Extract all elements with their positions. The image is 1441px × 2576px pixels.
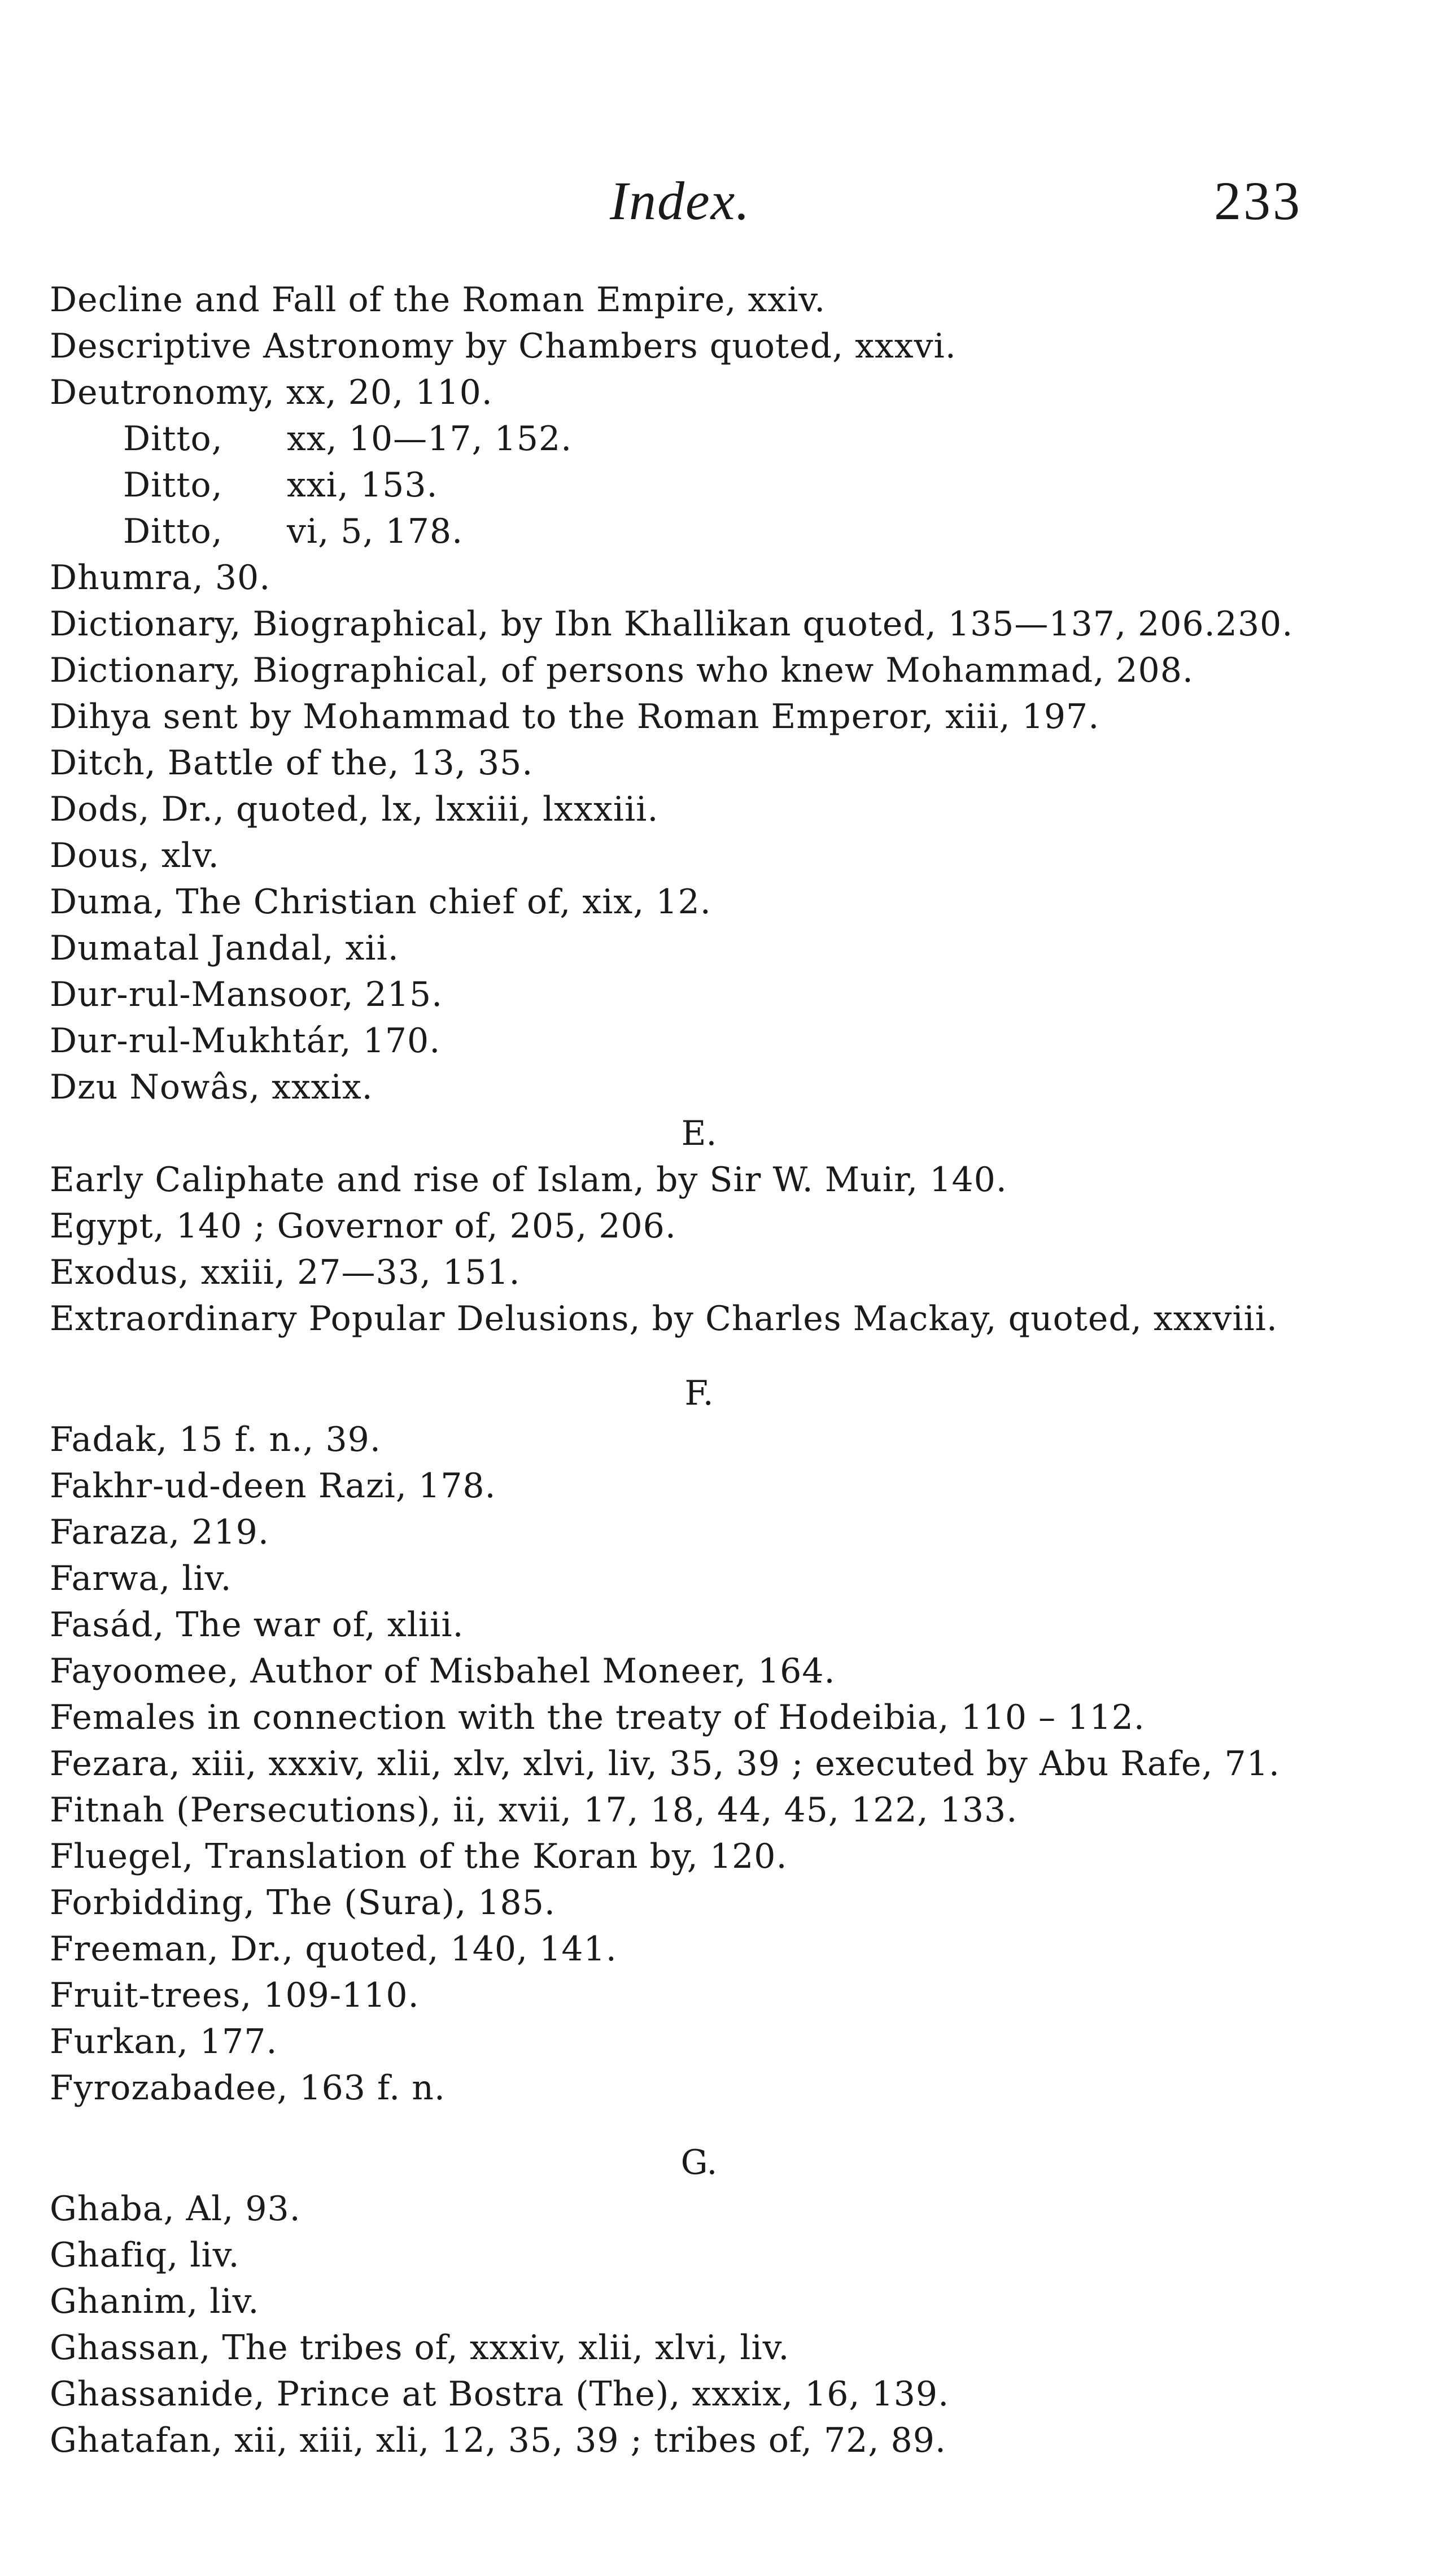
index-entry: Fezara, xiii, xxxiv, xlii, xlv, xlvi, liv, 35, 39 ; executed by Abu Rafe, 71. <box>50 1744 1280 1784</box>
index-entry: Dumatal Jandal, xii. <box>50 929 399 968</box>
index-entry: Ghatafan, xii, xiii, xli, 12, 35, 39 ; tribes of, 72, 89. <box>50 2421 946 2460</box>
index-entry: Farwa, liv. <box>50 1559 232 1598</box>
index-entry: Fasád, The war of, xliii. <box>50 1605 464 1645</box>
ditto-ref: xx, 10—17, 152. <box>287 419 573 459</box>
index-entry: Freeman, Dr., quoted, 140, 141. <box>50 1929 617 1969</box>
index-entry: Decline and Fall of the Roman Empire, xxiv. <box>50 280 826 320</box>
index-entry: Fayoomee, Author of Misbahel Moneer, 164. <box>50 1651 836 1691</box>
index-entry: Fitnah (Persecutions), ii, xvii, 17, 18, 44, 45, 122, 133. <box>50 1790 1018 1830</box>
section-letter-f: F. <box>684 1374 714 1413</box>
index-entry: Dods, Dr., quoted, lx, lxxiii, lxxxiii. <box>50 790 659 829</box>
index-entry: Females in connection with the treaty of Hodeibia, 110 – 112. <box>50 1698 1145 1737</box>
index-entry: Ghaba, Al, 93. <box>50 2189 301 2229</box>
page-header <box>0 169 1441 232</box>
index-entry: Dhumra, 30. <box>50 558 271 598</box>
index-entry: Ghassan, The tribes of, xxxiv, xlii, xlvi, liv. <box>50 2328 790 2368</box>
index-entry: Extraordinary Popular Delusions, by Charles Mackay, quoted, xxxviii. <box>50 1299 1278 1339</box>
index-entry: Dzu Nowâs, xxxix. <box>50 1067 373 1107</box>
ditto-label: Ditto, <box>123 512 223 551</box>
index-entry: Early Caliphate and rise of Islam, by Sir W. Muir, 140. <box>50 1160 1007 1200</box>
ditto-ref: vi, 5, 178. <box>287 512 464 551</box>
page-number: 233 <box>1214 171 1302 231</box>
index-entry: Fluegel, Translation of the Koran by, 120. <box>50 1837 788 1876</box>
index-entry: Dictionary, Biographical, of persons who knew Mohammad, 208. <box>50 651 1194 690</box>
section-letter-e: E. <box>681 1114 717 1153</box>
index-list <box>50 277 1405 2464</box>
index-entry: Exodus, xxiii, 27—33, 151. <box>50 1253 521 1292</box>
index-entry: Dur-rul-Mansoor, 215. <box>50 975 443 1014</box>
index-entry: Fyrozabadee, 163 f. n. <box>50 2068 446 2108</box>
index-entry: Ditch, Battle of the, 13, 35. <box>50 743 534 783</box>
index-entry: Deutronomy, xx, 20, 110. <box>50 373 493 412</box>
index-subentry <box>50 462 1405 508</box>
index-entry: Dur-rul-Mukhtár, 170. <box>50 1021 441 1061</box>
index-entry: Faraza, 219. <box>50 1513 269 1552</box>
index-entry: Dictionary, Biographical, by Ibn Khallikan quoted, 135—137, 206.230. <box>50 604 1294 644</box>
running-title: Index. <box>610 171 751 231</box>
index-entry: Fruit-trees, 109-110. <box>50 1976 420 2015</box>
index-entry: Dihya sent by Mohammad to the Roman Emperor, xiii, 197. <box>50 697 1100 736</box>
index-subentry <box>50 416 1405 462</box>
section-letter-g: G. <box>680 2143 718 2182</box>
section-gap <box>50 2111 1405 2139</box>
index-entry: Forbidding, The (Sura), 185. <box>50 1883 556 1923</box>
index-entry: Duma, The Christian chief of, xix, 12. <box>50 882 711 922</box>
index-entry: Egypt, 140 ; Governor of, 205, 206. <box>50 1206 676 1246</box>
ditto-label: Ditto, <box>123 465 223 505</box>
index-entry: Furkan, 177. <box>50 2022 278 2061</box>
index-entry: Fadak, 15 f. n., 39. <box>50 1420 381 1459</box>
index-entry: Ghanim, liv. <box>50 2282 260 2321</box>
index-entry: Dous, xlv. <box>50 836 220 875</box>
index-entry: Descriptive Astronomy by Chambers quoted, xxxvi. <box>50 326 957 366</box>
index-entry: Fakhr-ud-deen Razi, 178. <box>50 1466 496 1506</box>
section-gap <box>50 1342 1405 1370</box>
index-entry: Ghassanide, Prince at Bostra (The), xxxix, 16, 139. <box>50 2374 950 2414</box>
index-entry: Ghafiq, liv. <box>50 2235 240 2275</box>
index-subentry <box>50 508 1405 555</box>
ditto-label: Ditto, <box>123 419 223 459</box>
ditto-ref: xxi, 153. <box>287 465 438 505</box>
